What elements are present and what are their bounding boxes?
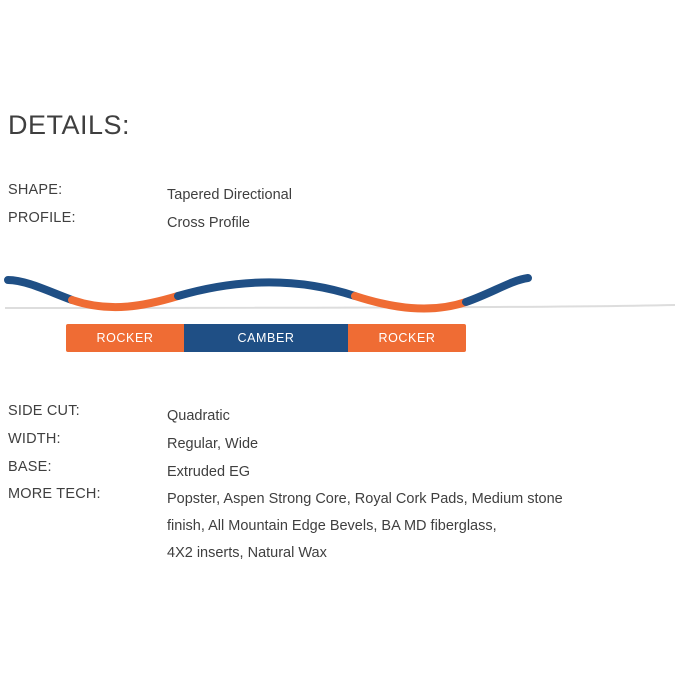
spec-value-base: Extruded EG xyxy=(167,464,251,480)
spec-value-width: Regular, Wide xyxy=(167,436,259,452)
spec-label-base: BASE: xyxy=(8,459,52,475)
spec-label-more-tech: MORE TECH: xyxy=(8,486,101,502)
camber-segment xyxy=(178,283,355,297)
profile-zone-bar xyxy=(66,324,466,352)
snowboard-profile-diagram xyxy=(0,258,680,363)
more-tech-line-1: Popster, Aspen Strong Core, Royal Cork Pads, Medium stone xyxy=(167,491,563,507)
spec-label-shape: SHAPE: xyxy=(8,182,63,198)
spec-value-side-cut: Quadratic xyxy=(167,408,230,424)
nose-tip-segment xyxy=(466,278,528,302)
spec-value-more-tech xyxy=(167,486,672,567)
tail-tip-segment xyxy=(8,280,72,300)
spec-label-side-cut: SIDE CUT: xyxy=(8,403,80,419)
more-tech-line-2: finish, All Mountain Edge Bevels, BA MD fiberglass, xyxy=(167,518,497,534)
zone-rocker-right: ROCKER xyxy=(348,324,466,352)
spec-label-profile: PROFILE: xyxy=(8,210,76,226)
spec-value-shape: Tapered Directional xyxy=(167,187,292,203)
left-rocker-segment xyxy=(72,296,178,307)
page-title: DETAILS: xyxy=(8,110,131,140)
zone-camber: CAMBER xyxy=(184,324,348,352)
spec-label-width: WIDTH: xyxy=(8,431,61,447)
more-tech-line-3: 4X2 inserts, Natural Wax xyxy=(167,545,327,561)
zone-rocker-left: ROCKER xyxy=(66,324,184,352)
spec-value-profile: Cross Profile xyxy=(167,215,250,231)
